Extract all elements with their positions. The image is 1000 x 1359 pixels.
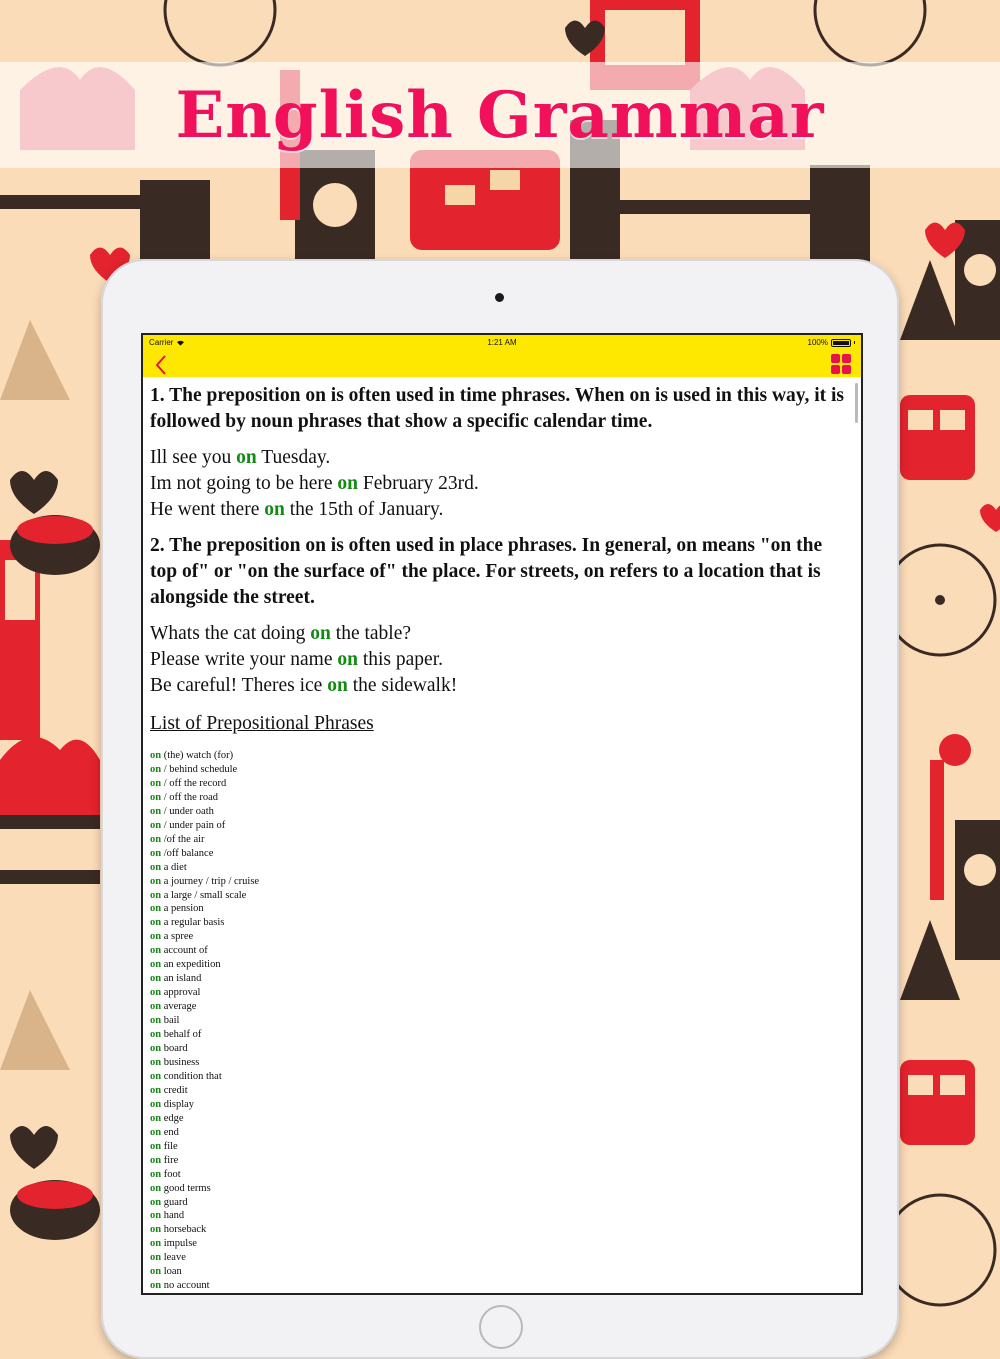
keyword-on: on bbox=[150, 777, 162, 789]
list-item bbox=[150, 1154, 849, 1168]
keyword-on: on bbox=[150, 945, 162, 957]
list-item bbox=[150, 1209, 849, 1223]
list-item bbox=[150, 1084, 849, 1098]
keyword-on: on bbox=[150, 805, 162, 817]
keyword-on: on bbox=[150, 861, 162, 873]
section-2-examples bbox=[150, 621, 849, 699]
keyword-on: on bbox=[150, 1098, 162, 1110]
phrase-text: /off balance bbox=[161, 847, 214, 859]
phrase-text: an island bbox=[161, 973, 202, 985]
list-item bbox=[150, 1265, 849, 1279]
keyword-on: on bbox=[150, 1280, 162, 1292]
phrase-text: file bbox=[161, 1140, 178, 1152]
phrase-text: / off the record bbox=[161, 777, 227, 789]
keyword-on: on bbox=[150, 1015, 162, 1027]
keyword-on: on bbox=[150, 1126, 162, 1138]
list-item bbox=[150, 875, 849, 889]
list-item bbox=[150, 958, 849, 972]
keyword-on: on bbox=[327, 675, 348, 696]
example-text: the table? bbox=[330, 623, 412, 644]
phrase-list bbox=[150, 749, 849, 1293]
phrase-text: impulse bbox=[161, 1238, 197, 1250]
home-button[interactable] bbox=[479, 1305, 523, 1349]
keyword-on: on bbox=[150, 1238, 162, 1250]
phrase-text: loan bbox=[161, 1266, 182, 1278]
carrier-label: Carrier bbox=[149, 338, 174, 347]
example-sentence bbox=[150, 621, 849, 647]
example-text: the 15th of January. bbox=[284, 499, 444, 520]
title-banner bbox=[0, 62, 1000, 168]
list-item bbox=[150, 1196, 849, 1210]
list-item bbox=[150, 902, 849, 916]
keyword-on: on bbox=[236, 447, 257, 468]
example-text: this paper. bbox=[357, 649, 443, 670]
list-item bbox=[150, 1098, 849, 1112]
grid-menu-icon bbox=[831, 354, 840, 363]
list-item bbox=[150, 833, 849, 847]
keyword-on: on bbox=[150, 847, 162, 859]
example-text: Be careful! Theres ice bbox=[150, 675, 328, 696]
keyword-on: on bbox=[150, 791, 162, 803]
list-item bbox=[150, 749, 849, 763]
phrase-text: display bbox=[161, 1098, 195, 1110]
section-1-examples bbox=[150, 445, 849, 523]
phrase-text: good terms bbox=[161, 1182, 211, 1194]
phrase-text: bail bbox=[161, 1015, 180, 1027]
list-item bbox=[150, 1000, 849, 1014]
phrase-text: fire bbox=[161, 1154, 179, 1166]
list-item bbox=[150, 1182, 849, 1196]
example-text: Whats the cat doing bbox=[150, 623, 311, 644]
list-item bbox=[150, 1237, 849, 1251]
list-item bbox=[150, 916, 849, 930]
phrase-text: approval bbox=[161, 987, 201, 999]
example-sentence bbox=[150, 471, 849, 497]
phrase-text: a journey / trip / cruise bbox=[161, 875, 260, 887]
section-2-heading: 2. The preposition on is often used in place phrases. In general, on means "on the top of" or "on the surface of" the place. For streets, on refers to a location that is alongside the street. bbox=[150, 535, 823, 608]
phrase-text: hand bbox=[161, 1210, 185, 1222]
app-screen bbox=[141, 333, 863, 1295]
list-item bbox=[150, 1042, 849, 1056]
list-item bbox=[150, 763, 849, 777]
app-title: English Grammar bbox=[175, 77, 825, 153]
phrase-list-title: List of Prepositional Phrases bbox=[150, 713, 374, 734]
keyword-on: on bbox=[264, 499, 285, 520]
phrase-text: /of the air bbox=[161, 833, 205, 845]
keyword-on: on bbox=[150, 931, 162, 943]
grid-menu-button[interactable] bbox=[831, 354, 853, 376]
keyword-on: on bbox=[150, 1112, 162, 1124]
keyword-on: on bbox=[150, 959, 162, 971]
example-sentence bbox=[150, 647, 849, 673]
status-bar bbox=[143, 335, 861, 353]
list-item bbox=[150, 986, 849, 1000]
phrase-text: guard bbox=[161, 1196, 188, 1208]
keyword-on: on bbox=[337, 649, 358, 670]
list-item bbox=[150, 1223, 849, 1237]
phrase-text: an expedition bbox=[161, 959, 221, 971]
phrase-text: board bbox=[161, 1043, 188, 1055]
list-item bbox=[150, 972, 849, 986]
keyword-on: on bbox=[150, 1210, 162, 1222]
chevron-left-icon bbox=[154, 354, 168, 376]
battery-nub bbox=[854, 341, 855, 344]
grid-menu-icon bbox=[842, 354, 851, 363]
list-item bbox=[150, 777, 849, 791]
list-item bbox=[150, 944, 849, 958]
phrase-text: business bbox=[161, 1056, 200, 1068]
keyword-on: on bbox=[150, 917, 162, 929]
navigation-bar bbox=[143, 353, 861, 377]
list-item bbox=[150, 1070, 849, 1084]
list-item bbox=[150, 805, 849, 819]
phrase-text: a regular basis bbox=[161, 917, 225, 929]
status-time: 1:21 AM bbox=[487, 338, 517, 347]
phrase-text: / off the road bbox=[161, 791, 219, 803]
keyword-on: on bbox=[150, 1084, 162, 1096]
keyword-on: on bbox=[150, 903, 162, 915]
keyword-on: on bbox=[310, 623, 331, 644]
example-text: Im not going to be here bbox=[150, 473, 338, 494]
keyword-on: on bbox=[150, 1070, 162, 1082]
phrase-text: horseback bbox=[161, 1224, 207, 1236]
lesson-content[interactable] bbox=[143, 377, 849, 1293]
keyword-on: on bbox=[337, 473, 358, 494]
phrase-text: edge bbox=[161, 1112, 184, 1124]
phrase-text: account of bbox=[161, 945, 208, 957]
list-item bbox=[150, 1112, 849, 1126]
keyword-on: on bbox=[150, 973, 162, 985]
keyword-on: on bbox=[150, 889, 162, 901]
keyword-on: on bbox=[150, 819, 162, 831]
list-item bbox=[150, 861, 849, 875]
phrase-text: / behind schedule bbox=[161, 763, 238, 775]
list-item bbox=[150, 1014, 849, 1028]
example-sentence bbox=[150, 497, 849, 523]
list-item bbox=[150, 930, 849, 944]
example-text: Ill see you bbox=[150, 447, 237, 468]
keyword-on: on bbox=[150, 1196, 162, 1208]
keyword-on: on bbox=[150, 1001, 162, 1013]
example-text: February 23rd. bbox=[357, 473, 479, 494]
list-item bbox=[150, 1168, 849, 1182]
keyword-on: on bbox=[150, 1029, 162, 1041]
keyword-on: on bbox=[150, 1224, 162, 1236]
phrase-text: / under oath bbox=[161, 805, 214, 817]
keyword-on: on bbox=[150, 1266, 162, 1278]
phrase-text: end bbox=[161, 1126, 179, 1138]
phrase-text: (the) watch (for) bbox=[161, 750, 234, 761]
list-item bbox=[150, 1056, 849, 1070]
list-item bbox=[150, 847, 849, 861]
list-item bbox=[150, 1279, 849, 1293]
grid-menu-icon bbox=[842, 365, 851, 374]
example-text: the sidewalk! bbox=[347, 675, 458, 696]
battery-percent: 100% bbox=[807, 338, 828, 347]
example-text: Tuesday. bbox=[256, 447, 331, 468]
phrase-text: condition that bbox=[161, 1070, 222, 1082]
phrase-text: a spree bbox=[161, 931, 194, 943]
list-item bbox=[150, 1028, 849, 1042]
keyword-on: on bbox=[150, 1154, 162, 1166]
status-right bbox=[808, 338, 855, 347]
list-item bbox=[150, 1126, 849, 1140]
keyword-on: on bbox=[150, 1182, 162, 1194]
example-sentence bbox=[150, 445, 849, 471]
battery-icon bbox=[831, 339, 851, 347]
front-camera bbox=[495, 293, 504, 302]
phrase-text: / under pain of bbox=[161, 819, 226, 831]
phrase-text: leave bbox=[161, 1252, 186, 1264]
list-item bbox=[150, 1251, 849, 1265]
phrase-text: behalf of bbox=[161, 1029, 202, 1041]
phrase-text: average bbox=[161, 1001, 197, 1013]
example-sentence bbox=[150, 673, 849, 699]
phrase-text: credit bbox=[161, 1084, 188, 1096]
list-item bbox=[150, 819, 849, 833]
phrase-text: foot bbox=[161, 1168, 181, 1180]
phrase-text: a large / small scale bbox=[161, 889, 247, 901]
phrase-text: a pension bbox=[161, 903, 204, 915]
keyword-on: on bbox=[150, 1168, 162, 1180]
phrase-text: no account bbox=[161, 1280, 210, 1292]
tablet-frame bbox=[101, 259, 899, 1359]
keyword-on: on bbox=[150, 1252, 162, 1264]
list-item bbox=[150, 889, 849, 903]
keyword-on: on bbox=[150, 1140, 162, 1152]
example-text: He went there bbox=[150, 499, 265, 520]
keyword-on: on bbox=[150, 1056, 162, 1068]
keyword-on: on bbox=[150, 833, 162, 845]
section-1-heading: 1. The preposition on is often used in time phrases. When on is used in this way, it is followed by noun phrases that show a specific calendar time. bbox=[150, 385, 845, 432]
example-text: Please write your name bbox=[150, 649, 338, 670]
keyword-on: on bbox=[150, 875, 162, 887]
keyword-on: on bbox=[150, 763, 162, 775]
phrase-text: a diet bbox=[161, 861, 187, 873]
grid-menu-icon bbox=[831, 365, 840, 374]
scrollbar[interactable] bbox=[855, 383, 858, 423]
keyword-on: on bbox=[150, 1043, 162, 1055]
back-button[interactable] bbox=[151, 354, 171, 376]
list-item bbox=[150, 1140, 849, 1154]
keyword-on: on bbox=[150, 987, 162, 999]
keyword-on: on bbox=[150, 750, 162, 761]
list-item bbox=[150, 791, 849, 805]
